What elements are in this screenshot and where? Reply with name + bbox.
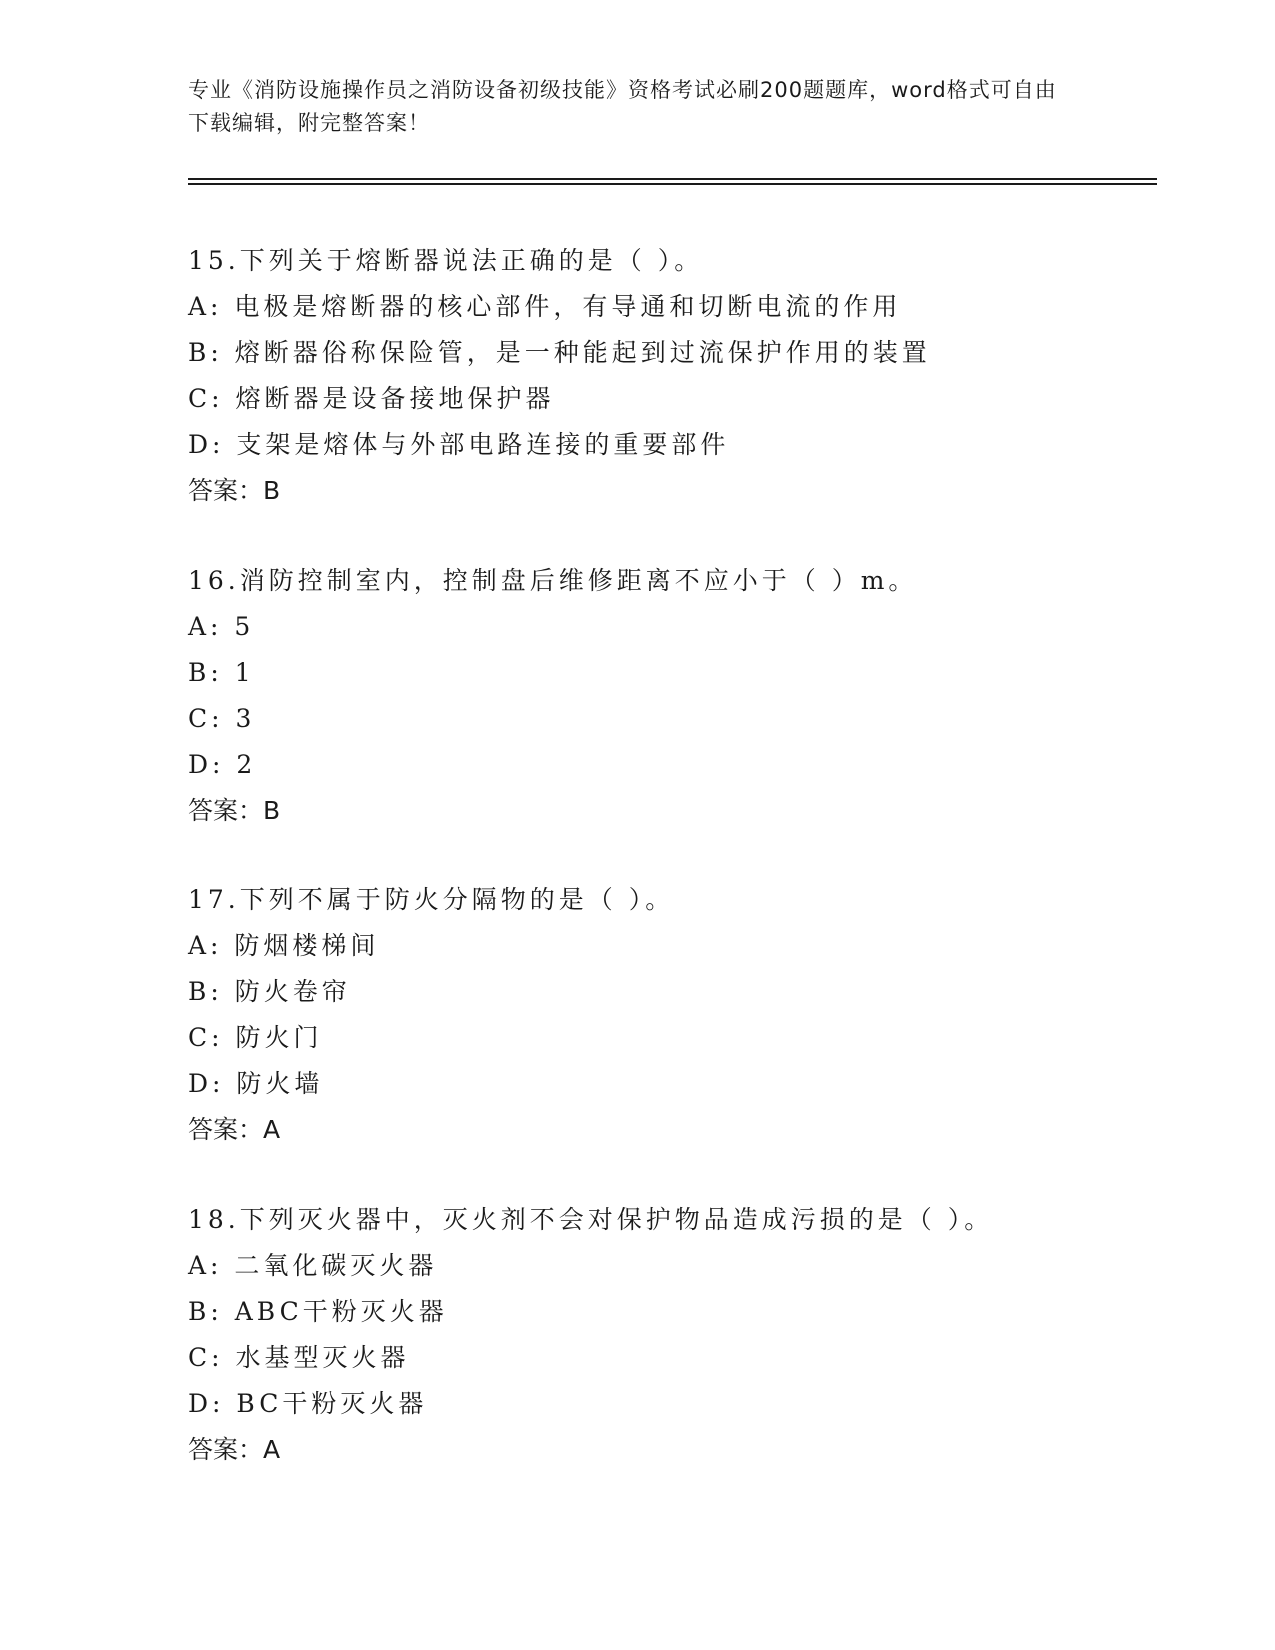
document-intro: 专业《消防设施操作员之消防设备初级技能》资格考试必刷200题题库，word格式可自由下载编辑，附完整答案！ [188,78,1057,135]
option-b: B: 熔断器俗称保险管，是一种能起到过流保护作用的装置 [188,338,931,367]
question-stem: 15.下列关于熔断器说法正确的是（ ）。 [188,246,704,275]
header-divider-top [188,178,1157,180]
question-stem: 16.消防控制室内，控制盘后维修距离不应小于（ ）m。 [188,566,918,595]
option-b: B: 防火卷帘 [188,977,351,1006]
question-17 [188,877,1148,1153]
question-15 [188,238,1148,514]
option-d: D: 2 [188,750,257,779]
option-c: C: 熔断器是设备接地保护器 [188,384,555,413]
answer: 答案：B [188,476,281,505]
answer: 答案：A [188,1115,281,1144]
option-d: D: BC干粉灭火器 [188,1389,428,1418]
question-16 [188,558,1148,834]
answer: 答案：A [188,1435,281,1464]
header-divider-bottom [188,183,1157,185]
question-18 [188,1197,1148,1473]
option-c: C: 3 [188,704,256,733]
option-c: C: 水基型灭火器 [188,1343,410,1372]
question-stem: 18.下列灭火器中，灭火剂不会对保护物品造成污损的是（ ）。 [188,1205,994,1234]
option-d: D: 支架是熔体与外部电路连接的重要部件 [188,430,730,459]
option-b: B: ABC干粉灭火器 [188,1297,448,1326]
option-b: B: 1 [188,658,255,687]
option-a: A: 二氧化碳灭火器 [188,1251,438,1280]
answer: 答案：B [188,796,281,825]
option-a: A: 电极是熔断器的核心部件，有导通和切断电流的作用 [188,292,902,321]
option-a: A: 防烟楼梯间 [188,931,380,960]
option-a: A: 5 [188,612,255,641]
question-stem: 17.下列不属于防火分隔物的是（ ）。 [188,885,675,914]
option-d: D: 防火墙 [188,1069,324,1098]
option-c: C: 防火门 [188,1023,323,1052]
